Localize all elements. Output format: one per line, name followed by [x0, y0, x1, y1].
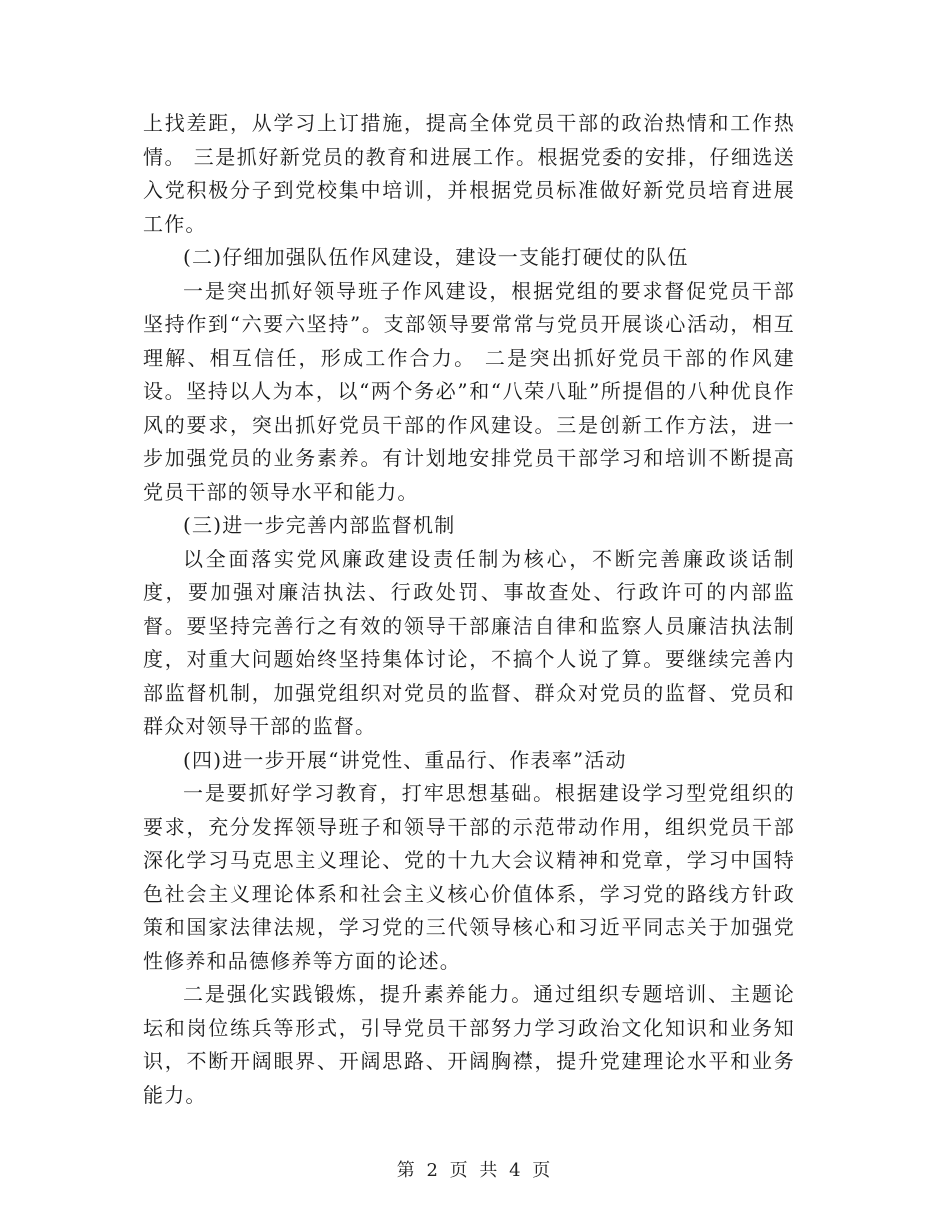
- section-heading-4: (四)进一步开展“讲党性、重品行、作表率”活动: [183, 747, 627, 772]
- paragraph-practice-training: 二是强化实践锻炼，提升素养能力。通过组织专题培训、主题论坛和岗位练兵等形式，引导党员干部努力学习政治文化知识和业务知识，不断开阔眼界、开阔思路、开阔胸襟，提升党建理论水平和业务能力。: [143, 982, 795, 1107]
- paragraph-work-style: 一是突出抓好领导班子作风建设，根据党组的要求督促党员干部坚持作到“六要六坚持”。支部领导要常常与党员开展谈心活动，相互理解、相互信任，形成工作合力。 二是突出抓好党员干部的作风建设。坚持以人为本，以“两个务必”和“八荣八耻”所提倡的八种优良作风的要求，突出抓好党员干部的作风建设。三是创新工作方法，进一步加强党员的业务素养。有计划地安排党员干部学习和培训不断提高党员干部的领导水平和能力。: [143, 278, 795, 504]
- page-number-footer: 第 2 页 共 4 页: [396, 1160, 554, 1181]
- paragraph-study-education: 一是要抓好学习教育，打牢思想基础。根据建设学习型党组织的要求，充分发挥领导班子和领导干部的示范带动作用，组织党员干部深化学习马克思主义理论、党的十九大会议精神和党章，学习中国特色社会主义理论体系和社会主义核心价值体系，学习党的路线方针政策和国家法律法规，学习党的三代领导核心和习近平同志关于加强党性修养和品德修养等方面的论述。: [143, 781, 795, 973]
- section-heading-2: (二)仔细加强队伍作风建设，建设一支能打硬仗的队伍: [183, 245, 689, 269]
- paragraph-supervision: 以全面落实党风廉政建设责任制为核心，不断完善廉政谈话制度，要加强对廉洁执法、行政处罚、事故查处、行政许可的内部监督。要坚持完善行之有效的领导干部廉洁自律和监察人员廉洁执法制度，对重大问题始终坚持集体讨论，不搞个人说了算。要继续完善内部监督机制，加强党组织对党员的监督、群众对党员的监督、党员和群众对领导干部的监督。: [143, 546, 795, 738]
- section-heading-3: (三)进一步完善内部监督机制: [183, 513, 456, 537]
- document-body: [143, 107, 795, 1112]
- paragraph-continuation: 上找差距，从学习上订措施，提高全体党员干部的政治热情和工作热情。 三是抓好新党员的教育和进展工作。根据党委的安排，仔细选送入党积极分子到党校集中培训，并根据党员标准做好新党员培育进展工作。: [143, 111, 795, 236]
